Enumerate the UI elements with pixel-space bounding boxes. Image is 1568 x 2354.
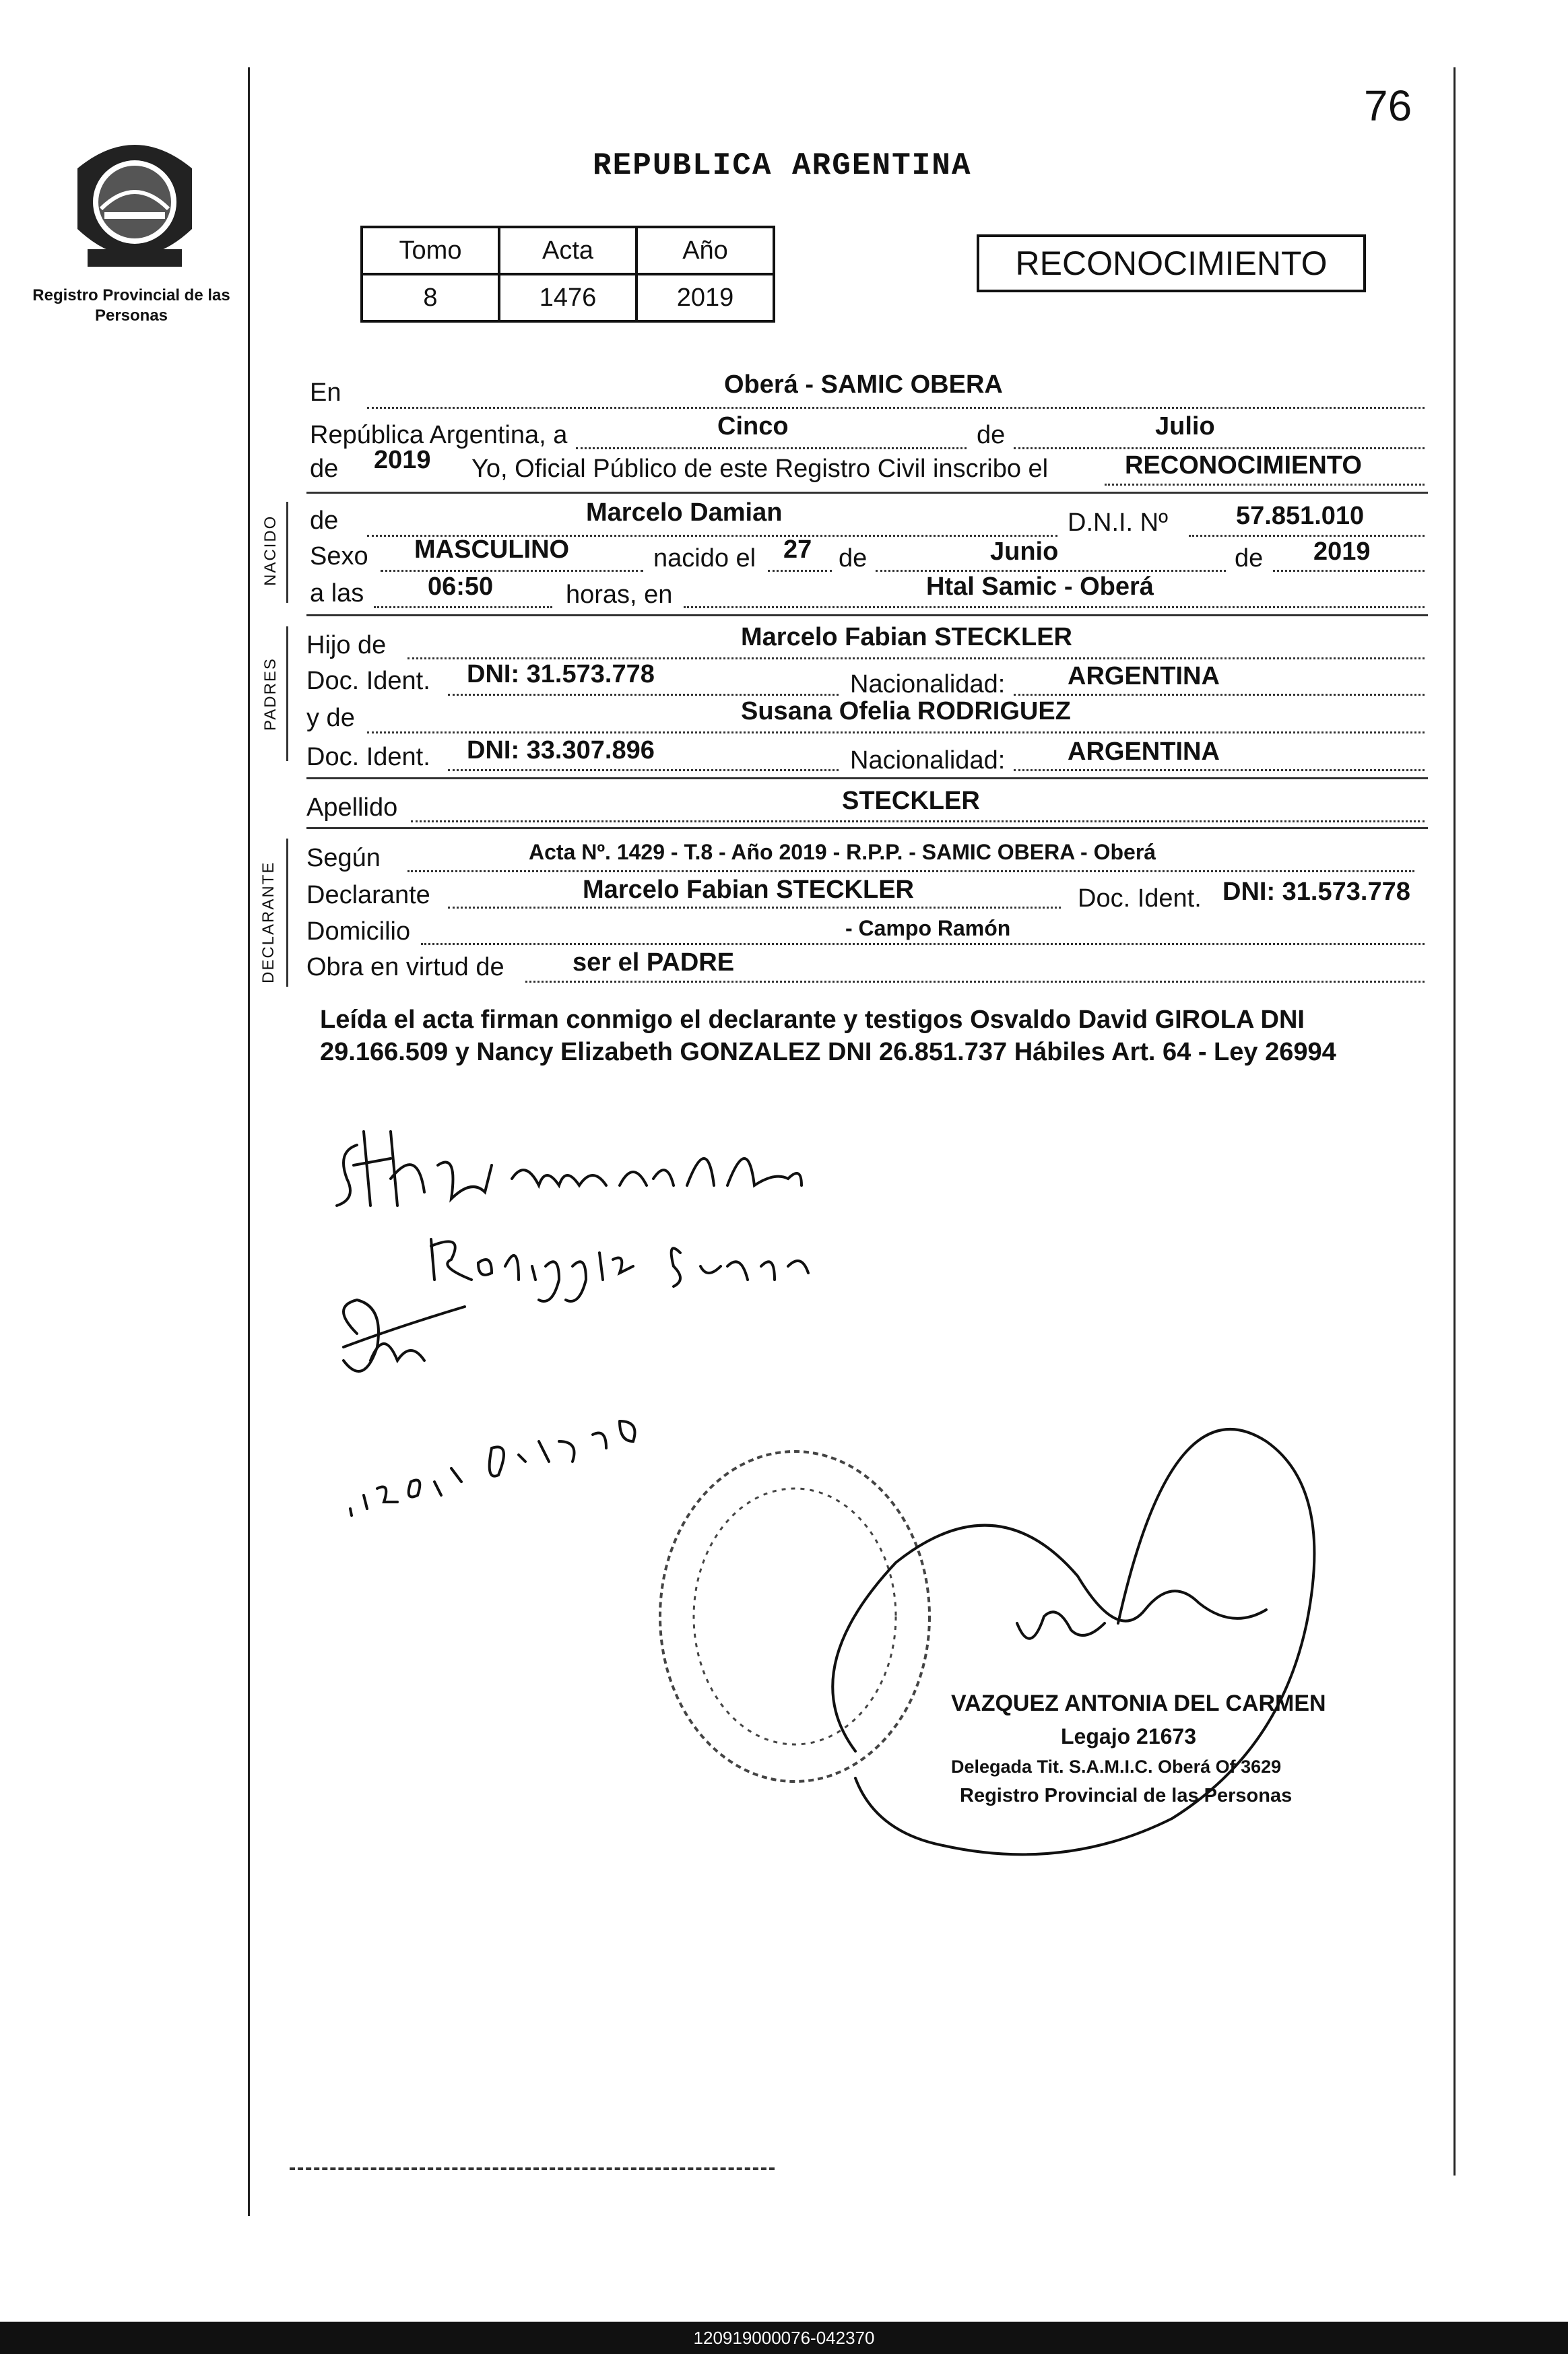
official-registro: Registro Provincial de las Personas (960, 1785, 1293, 1806)
value-apellido: STECKLER (842, 787, 980, 815)
dots-padre-nac (1014, 694, 1425, 696)
separator-3 (306, 777, 1428, 779)
value-nombre: Marcelo Damian (586, 498, 783, 527)
act-type-box: RECONOCIMIENTO (977, 234, 1366, 292)
label-yo: Yo, Oficial Público de este Registro Civil inscribo el (471, 455, 1049, 483)
value-padre-doc: DNI: 31.573.778 (467, 660, 655, 688)
value-anio: 2019 (374, 446, 431, 474)
value-sexo: MASCULINO (414, 535, 570, 564)
label-de-mes: de (977, 421, 1006, 449)
value-madre-nac: ARGENTINA (1068, 738, 1220, 766)
official-name: VAZQUEZ ANTONIA DEL CARMEN (951, 1691, 1326, 1716)
right-margin-line (1453, 67, 1456, 2176)
dots-obra (525, 981, 1425, 983)
document-footer-code: 120919000076-042370 (0, 2322, 1568, 2354)
dots-nac-dia (768, 570, 832, 572)
value-hora: 06:50 (428, 573, 494, 601)
header-tomo: Tomo (362, 227, 499, 274)
value-nac-mes: Junio (990, 537, 1059, 566)
dots-madre-nac (1014, 769, 1425, 771)
bottom-dashed-line (290, 2167, 775, 2170)
dots-padre-doc (448, 694, 839, 696)
side-label-nacido: NACIDO (261, 515, 280, 586)
separator-4 (306, 827, 1428, 829)
dots-nac-anio (1273, 570, 1425, 572)
sidebar-padres (286, 626, 288, 761)
side-label-declarante: DECLARANTE (259, 861, 277, 983)
dots-apellido (411, 820, 1425, 822)
label-doc-ident-2: Doc. Ident. (306, 743, 430, 771)
separator-1 (306, 492, 1428, 494)
label-hijo-de: Hijo de (306, 631, 387, 659)
province-seal-logo (57, 128, 212, 283)
value-declarante-doc: DNI: 31.573.778 (1222, 878, 1410, 906)
left-margin-line (248, 67, 250, 2216)
official-signature (795, 1401, 1387, 1886)
dots-dni (1189, 535, 1425, 537)
label-segun: Según (306, 844, 381, 872)
label-dni: D.N.I. Nº (1068, 509, 1168, 537)
dots-en (367, 407, 1425, 409)
value-padre: Marcelo Fabian STECKLER (741, 623, 1072, 651)
label-de-nombre: de (310, 506, 339, 535)
label-nacido-el: nacido el (653, 544, 756, 573)
side-label-padres: PADRES (261, 657, 280, 731)
value-domicilio: - Campo Ramón (845, 916, 1011, 940)
label-nacionalidad-1: Nacionalidad: (850, 670, 1006, 698)
value-madre-doc: DNI: 33.307.896 (467, 736, 655, 764)
dots-padre (407, 657, 1425, 659)
value-lugar-nac: Htal Samic - Oberá (926, 573, 1154, 601)
value-obra: ser el PADRE (573, 948, 735, 977)
dots-sexo (381, 570, 643, 572)
value-nac-anio: 2019 (1313, 537, 1371, 566)
label-de-nac-mes: de (839, 544, 868, 573)
dots-madre (367, 731, 1425, 733)
label-nacionalidad-2: Nacionalidad: (850, 746, 1006, 775)
label-de-anio: de (310, 455, 339, 483)
value-anio: 2019 (636, 274, 774, 321)
dots-declarante (448, 907, 1061, 909)
value-segun: Acta Nº. 1429 - T.8 - Año 2019 - R.P.P. - SAMIC OBERA - Oberá (529, 840, 1156, 864)
sidebar-declarante (286, 839, 288, 987)
label-a-las: a las (310, 579, 364, 608)
label-domicilio: Domicilio (306, 917, 411, 946)
value-madre: Susana Ofelia RODRIGUEZ (741, 697, 1071, 725)
document-title: REPUBLICA ARGENTINA (593, 148, 972, 183)
label-republica: República Argentina, a (310, 421, 568, 449)
page-number: 76 (1364, 81, 1412, 130)
value-padre-nac: ARGENTINA (1068, 662, 1220, 690)
value-dni: 57.851.010 (1236, 502, 1365, 530)
label-doc-ident-3: Doc. Ident. (1078, 884, 1202, 913)
dots-madre-doc (448, 769, 839, 771)
value-tomo: 8 (362, 274, 499, 321)
value-dia: Cinco (717, 412, 789, 440)
label-apellido: Apellido (306, 793, 398, 822)
value-nac-dia: 27 (783, 535, 812, 564)
closing-statement: Leída el acta firman conmigo el declarante y testigos Osvaldo David GIROLA DNI 29.166.509 y Nancy Elizabeth GONZALEZ DNI 26.851.737 Hábiles Art. 64 - Ley 26994 (320, 1006, 1336, 1066)
header-anio: Año (636, 227, 774, 274)
dots-lugar-nac (684, 606, 1425, 608)
value-mes: Julio (1155, 412, 1215, 440)
label-en: En (310, 379, 341, 407)
value-declarante: Marcelo Fabian STECKLER (583, 876, 914, 904)
official-legajo: Legajo 21673 (1061, 1724, 1196, 1748)
label-obra: Obra en virtud de (306, 953, 504, 981)
label-doc-ident-1: Doc. Ident. (306, 667, 430, 695)
sidebar-nacido (286, 502, 288, 603)
label-de-nac-anio: de (1235, 544, 1264, 573)
label-y-de: y de (306, 704, 355, 732)
separator-2 (306, 614, 1428, 616)
header-acta: Acta (499, 227, 636, 274)
official-cargo: Delegada Tit. S.A.M.I.C. Oberá Of 3629 (951, 1757, 1282, 1777)
registry-label: Registro Provincial de las Personas (32, 286, 230, 325)
value-lugar: Oberá - SAMIC OBERA (724, 370, 1003, 399)
dots-mes (1014, 447, 1425, 449)
dots-hora (374, 606, 552, 608)
label-sexo: Sexo (310, 542, 368, 570)
dots-nac-mes (876, 570, 1226, 572)
value-acta: 1476 (499, 274, 636, 321)
dots-acto (1105, 484, 1425, 486)
label-horas-en: horas, en (566, 581, 673, 609)
dots-domicilio (421, 943, 1425, 945)
dots-segun (407, 870, 1414, 872)
label-declarante: Declarante (306, 881, 430, 909)
dots-dia (576, 447, 967, 449)
register-table (360, 226, 775, 323)
value-acto: RECONOCIMIENTO (1125, 451, 1362, 480)
